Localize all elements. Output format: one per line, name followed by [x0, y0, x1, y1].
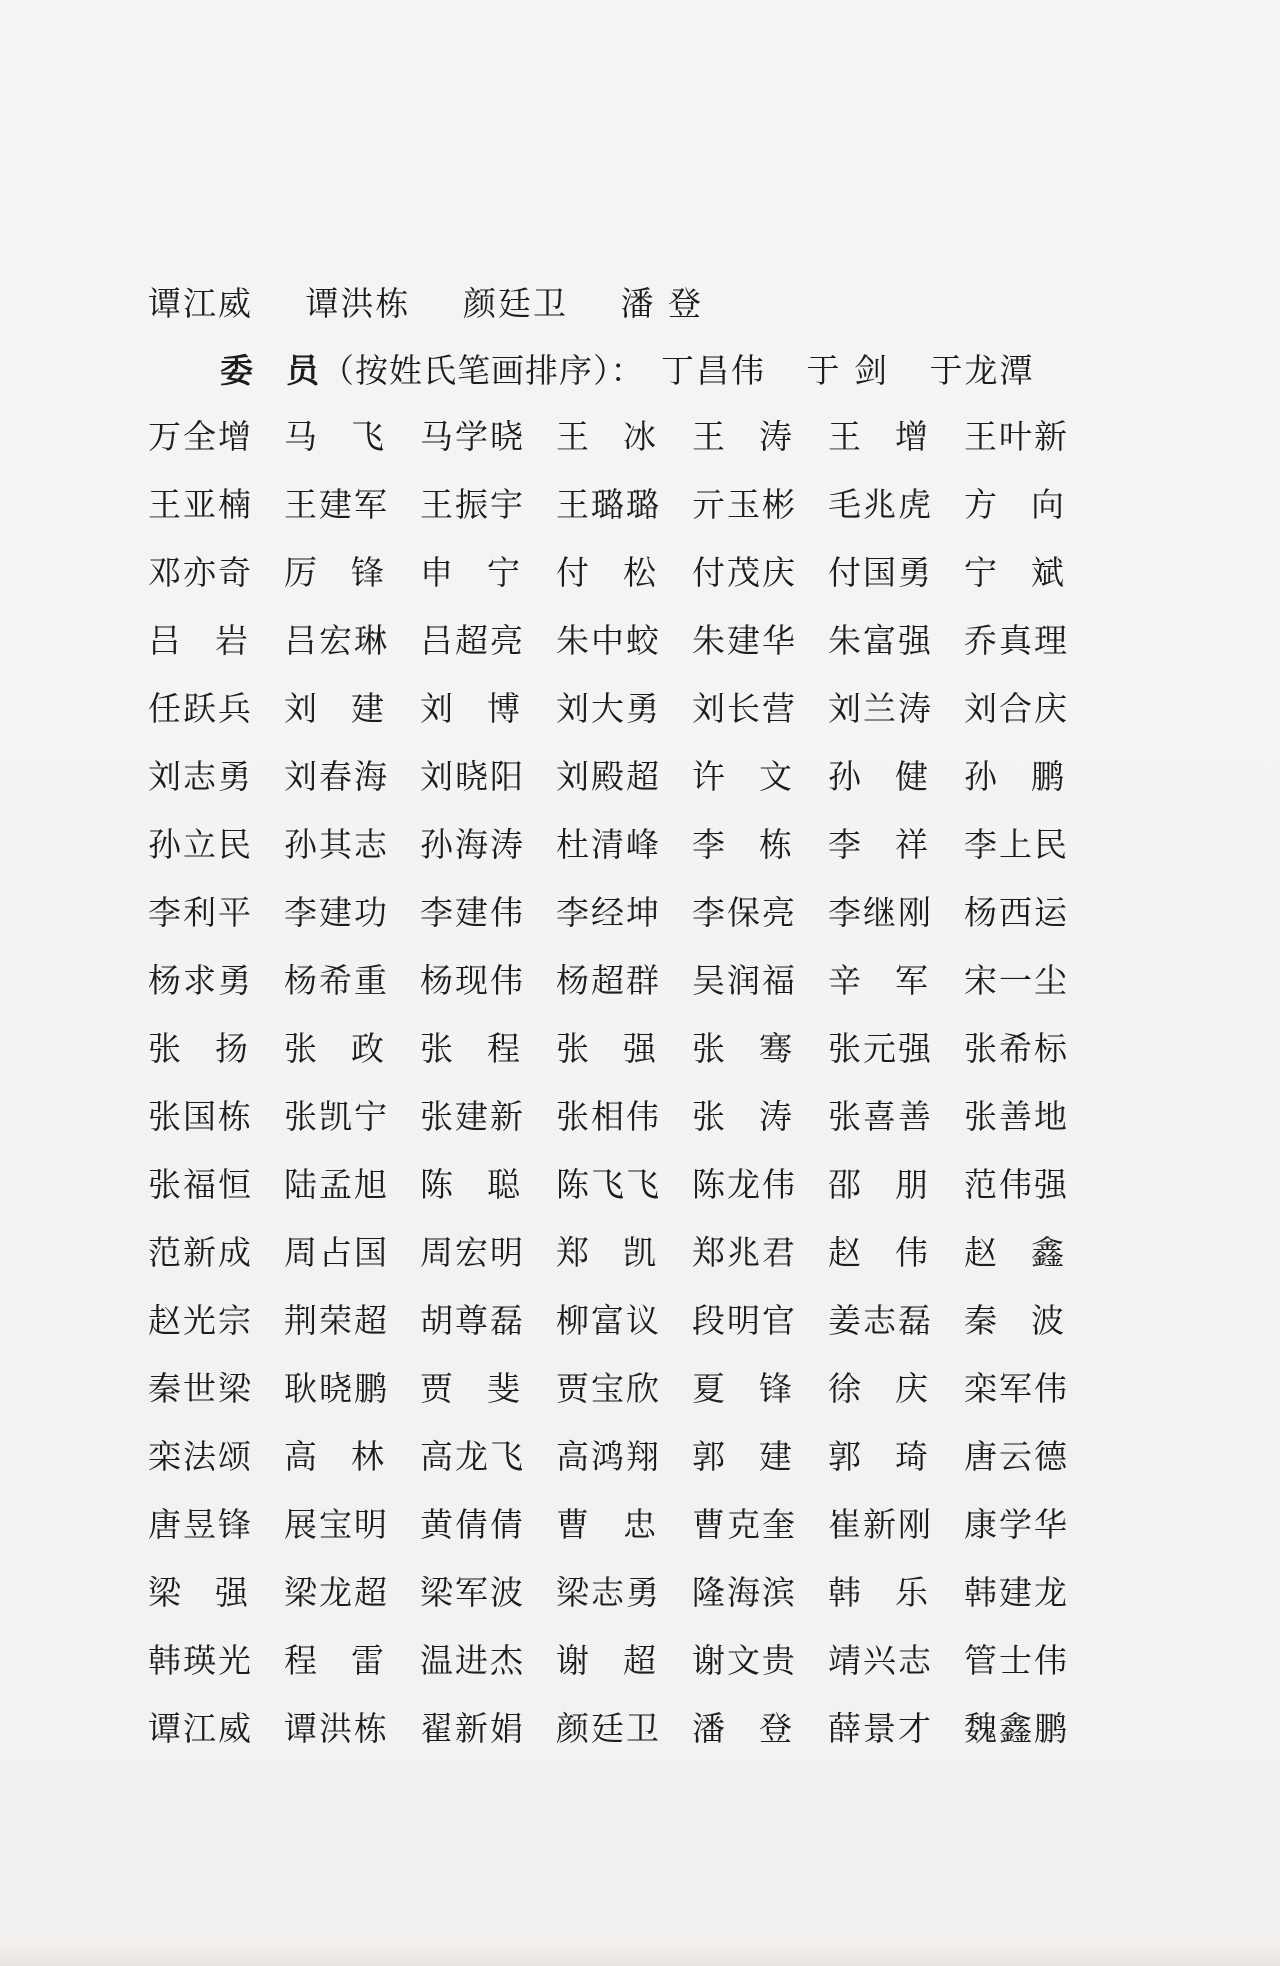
- member-name: 刘春海: [284, 757, 389, 796]
- member-name: 唐昱锋: [148, 1505, 253, 1544]
- member-name: 李继刚: [828, 893, 933, 932]
- member-name: 许 文: [692, 757, 792, 796]
- member-name: 荆荣超: [284, 1301, 389, 1340]
- member-name: 刘晓阳: [420, 757, 525, 796]
- member-name: 孙其志: [284, 825, 389, 864]
- member-name: 张元强: [828, 1029, 933, 1068]
- member-name: 颜廷卫: [556, 1709, 661, 1748]
- member-name: 杜清峰: [556, 825, 661, 864]
- name-text: 谭洪栋: [305, 284, 411, 323]
- member-name: 刘大勇: [556, 689, 661, 728]
- member-name: 温进杰: [420, 1641, 525, 1680]
- member-name: 谢文贵: [692, 1641, 797, 1680]
- member-name: 张 扬: [148, 1029, 248, 1068]
- member-name: 周占国: [284, 1233, 389, 1272]
- member-name: 唐云德: [964, 1437, 1069, 1476]
- member-name: 辛 军: [828, 961, 928, 1000]
- member-name: 李上民: [964, 825, 1069, 864]
- member-name: 梁 强: [148, 1573, 248, 1612]
- member-name: 张 骞: [692, 1029, 792, 1068]
- member-name: 曹 忠: [556, 1505, 656, 1544]
- continued-names-line: [148, 284, 745, 324]
- member-name: 张 程: [420, 1029, 520, 1068]
- member-name: 贾 斐: [420, 1369, 520, 1408]
- member-name: 刘 建: [284, 689, 384, 728]
- member-name: 张 政: [284, 1029, 384, 1068]
- member-name: 崔新刚: [828, 1505, 933, 1544]
- member-name: 马 飞: [284, 417, 384, 456]
- member-name: 申 宁: [420, 553, 520, 592]
- member-name: 梁志勇: [556, 1573, 661, 1612]
- member-name: 韩 乐: [828, 1573, 928, 1612]
- member-name: 秦世梁: [148, 1369, 253, 1408]
- member-name: 谭江威: [148, 1709, 253, 1748]
- member-name: 李 栋: [692, 825, 792, 864]
- member-name: 郑兆君: [692, 1233, 797, 1272]
- member-name: 张相伟: [556, 1097, 661, 1136]
- member-name: 李建伟: [420, 893, 525, 932]
- member-name: 张建新: [420, 1097, 525, 1136]
- member-name: 张喜善: [828, 1097, 933, 1136]
- member-name: 耿晓鹏: [284, 1369, 389, 1408]
- member-name: 程 雷: [284, 1641, 384, 1680]
- member-name: 黄倩倩: [420, 1505, 525, 1544]
- member-name: 高 林: [284, 1437, 384, 1476]
- member-name: 王 涛: [692, 417, 792, 456]
- member-name: 李保亮: [692, 893, 797, 932]
- member-name: 徐 庆: [828, 1369, 928, 1408]
- name-text: 丁昌伟: [661, 351, 766, 390]
- member-names-grid: [148, 417, 1088, 1777]
- member-name: 陈飞飞: [556, 1165, 661, 1204]
- member-name: 孙 健: [828, 757, 928, 796]
- member-name: 厉 锋: [284, 553, 384, 592]
- name-text: 于龙潭: [929, 351, 1035, 390]
- scan-edge-shadow: [0, 1942, 1280, 1966]
- member-name: 曹克奎: [692, 1505, 797, 1544]
- member-name: 朱中蛟: [556, 621, 661, 660]
- member-name: 方 向: [964, 485, 1064, 524]
- member-name: 夏 锋: [692, 1369, 792, 1408]
- member-name: 刘合庆: [964, 689, 1069, 728]
- member-name: 赵 鑫: [964, 1233, 1064, 1272]
- member-name: 王亚楠: [148, 485, 253, 524]
- member-name: 段明官: [692, 1301, 797, 1340]
- member-name: 梁龙超: [284, 1573, 389, 1612]
- member-name: 韩建龙: [964, 1573, 1069, 1612]
- member-name: 王 增: [828, 417, 928, 456]
- member-name: 隆海滨: [692, 1573, 797, 1612]
- member-name: 潘 登: [692, 1709, 792, 1748]
- member-name: 孙立民: [148, 825, 253, 864]
- member-name: 翟新娟: [420, 1709, 525, 1748]
- member-name: 杨求勇: [148, 961, 253, 1000]
- member-name: 刘殿超: [556, 757, 661, 796]
- member-name: 李利平: [148, 893, 253, 932]
- members-heading-line: [148, 351, 1065, 391]
- member-name: 郭 建: [692, 1437, 792, 1476]
- member-name: 杨希重: [284, 961, 389, 1000]
- member-name: 付国勇: [828, 553, 933, 592]
- name-text: 潘 登: [620, 284, 703, 323]
- member-name: 任跃兵: [148, 689, 253, 728]
- member-name: 王建军: [284, 485, 389, 524]
- member-name: 柳富议: [556, 1301, 661, 1340]
- member-name: 李 祥: [828, 825, 928, 864]
- member-name: 高鸿翔: [556, 1437, 661, 1476]
- member-name: 靖兴志: [828, 1641, 933, 1680]
- member-name: 谭洪栋: [284, 1709, 389, 1748]
- member-name: 陈 聪: [420, 1165, 520, 1204]
- member-name: 秦 波: [964, 1301, 1064, 1340]
- members-label: 委 员: [220, 351, 319, 390]
- member-name: 吕超亮: [420, 621, 525, 660]
- member-name: 杨现伟: [420, 961, 525, 1000]
- name-text: 颜廷卫: [463, 284, 568, 323]
- member-name: 马学晓: [420, 417, 525, 456]
- member-name: 范伟强: [964, 1165, 1069, 1204]
- member-name: 郭 琦: [828, 1437, 928, 1476]
- member-name: 胡尊磊: [420, 1301, 525, 1340]
- member-name: 吴润福: [692, 961, 797, 1000]
- member-name: 毛兆虎: [828, 485, 933, 524]
- member-name: 张福恒: [148, 1165, 253, 1204]
- member-name: 张希标: [964, 1029, 1069, 1068]
- member-name: 万全增: [148, 417, 253, 456]
- member-name: 刘志勇: [148, 757, 253, 796]
- member-name: 张 涛: [692, 1097, 792, 1136]
- member-name: 宁 斌: [964, 553, 1064, 592]
- member-name: 吕 岩: [148, 621, 248, 660]
- name-text: 谭江威: [148, 284, 253, 323]
- member-name: 邵 朋: [828, 1165, 928, 1204]
- member-name: 张国栋: [148, 1097, 253, 1136]
- member-name: 刘长营: [692, 689, 797, 728]
- member-name: 姜志磊: [828, 1301, 933, 1340]
- name-text: 于 剑: [806, 351, 889, 390]
- member-name: 朱建华: [692, 621, 797, 660]
- member-name: 孙海涛: [420, 825, 525, 864]
- member-name: 付 松: [556, 553, 656, 592]
- member-name: 韩瑛光: [148, 1641, 253, 1680]
- member-name: 高龙飞: [420, 1437, 525, 1476]
- member-name: 陈龙伟: [692, 1165, 797, 1204]
- member-name: 薛景才: [828, 1709, 933, 1748]
- member-name: 管士伟: [964, 1641, 1069, 1680]
- member-name: 杨超群: [556, 961, 661, 1000]
- member-name: 吕宏琳: [284, 621, 389, 660]
- member-name: 栾法颂: [148, 1437, 253, 1476]
- member-name: 陆孟旭: [284, 1165, 389, 1204]
- members-note: （按姓氏笔画排序）：: [321, 351, 645, 390]
- member-name: 宋一尘: [964, 961, 1069, 1000]
- member-name: 王 冰: [556, 417, 656, 456]
- member-name: 亓玉彬: [692, 485, 797, 524]
- member-name: 贾宝欣: [556, 1369, 661, 1408]
- member-name: 张凯宁: [284, 1097, 389, 1136]
- member-name: 乔真理: [964, 621, 1069, 660]
- member-name: 刘 博: [420, 689, 520, 728]
- member-name: 王振宇: [420, 485, 525, 524]
- member-name: 郑 凯: [556, 1233, 656, 1272]
- member-name: 栾军伟: [964, 1369, 1069, 1408]
- member-name: 魏鑫鹏: [964, 1709, 1069, 1748]
- member-name: 张 强: [556, 1029, 656, 1068]
- member-name: 王叶新: [964, 417, 1069, 456]
- member-name: 赵光宗: [148, 1301, 253, 1340]
- member-name: 付茂庆: [692, 553, 797, 592]
- member-name: 展宝明: [284, 1505, 389, 1544]
- member-name: 谢 超: [556, 1641, 656, 1680]
- member-name: 赵 伟: [828, 1233, 928, 1272]
- member-name: 范新成: [148, 1233, 253, 1272]
- member-name: 王璐璐: [556, 485, 661, 524]
- member-name: 刘兰涛: [828, 689, 933, 728]
- member-name: 朱富强: [828, 621, 933, 660]
- member-name: 杨西运: [964, 893, 1069, 932]
- member-name: 孙 鹏: [964, 757, 1064, 796]
- member-name: 李经坤: [556, 893, 661, 932]
- member-name: 周宏明: [420, 1233, 525, 1272]
- member-name: 李建功: [284, 893, 389, 932]
- member-name: 梁军波: [420, 1573, 525, 1612]
- member-name: 康学华: [964, 1505, 1069, 1544]
- member-name: 张善地: [964, 1097, 1069, 1136]
- member-name: 邓亦奇: [148, 553, 253, 592]
